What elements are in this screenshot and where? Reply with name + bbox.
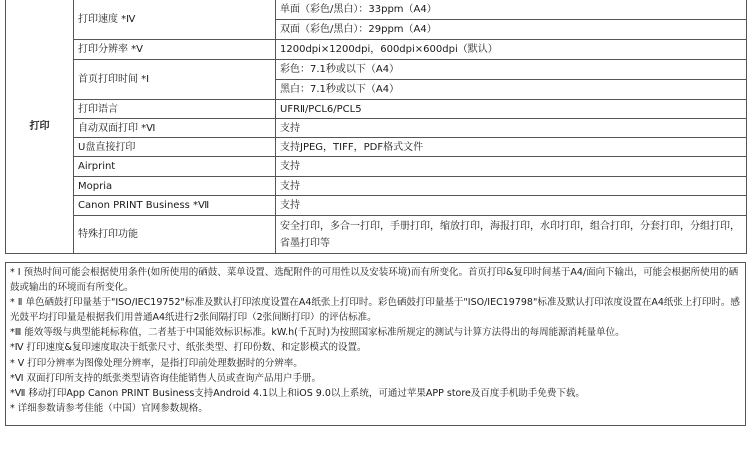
footnote-1: * Ⅰ 预热时间可能会根据使用条件(如所使用的硒鼓、菜单设置、选配附件的可用性以及安装环境)而有所变化。首页打印&复印时间基于A4/面向下输出，可能会根据所使用的硒鼓或输出的环境而有所变化。 [10, 267, 739, 294]
spec-value-resolution: 1200dpi×1200dpi，600dpi×600dpi（默认） [276, 40, 747, 60]
spec-value-print-language: UFRⅡ/PCL6/PCL5 [276, 100, 747, 119]
spec-value-canon-print-business: 支持 [276, 196, 747, 216]
spec-label-special-functions: 特殊打印功能 [74, 216, 276, 254]
spec-row-canon-print-business [6, 196, 747, 216]
spec-label-usb-print: U盘直接打印 [74, 138, 276, 157]
spec-label-print-language: 打印语言 [74, 100, 276, 119]
print-spec-table [5, 0, 747, 254]
category-print: 打印 [6, 0, 74, 254]
footnote-8: * 详细参数请参考佳能（中国）官网参数规格。 [10, 402, 208, 414]
footnote-3: *Ⅲ 能效等级与典型能耗标称值，二者基于中国能效标识标准。kW.h(千瓦时)为按照国家标准所规定的测试与计算方法得出的每周能源消耗量单位。 [10, 327, 625, 339]
spec-value-print-speed-single: 单面（彩色/黑白）：33ppm（A4） [280, 4, 437, 15]
spec-label-resolution: 打印分辨率 *Ⅴ [74, 40, 276, 60]
footnote-5: * Ⅴ 打印分辨率为图像处理分辨率，是指打印前处理数据时的分辨率。 [10, 357, 303, 369]
spec-label-airprint: Airprint [74, 157, 276, 177]
spec-row-mopria [6, 177, 747, 196]
spec-label-canon-print-business: Canon PRINT Business *Ⅶ [74, 196, 276, 216]
footnote-4: *Ⅳ 打印速度&复印速度取决于纸张尺寸、纸张类型、打印份数、和定影模式的设置。 [10, 342, 367, 354]
spec-row-print-speed [6, 0, 747, 40]
spec-value-print-speed [276, 0, 747, 40]
footnote-7: *Ⅶ 移动打印App Canon PRINT Business支持Android 4.1以上和iOS 9.0以上系统，可通过苹果APP store及百度手机助手免费下载。 [10, 387, 585, 399]
spec-value-usb-print: 支持JPEG，TIFF，PDF格式文件 [276, 138, 747, 157]
spec-label-auto-duplex: 自动双面打印 *Ⅵ [74, 119, 276, 138]
spec-row-airprint [6, 157, 747, 177]
spec-value-first-print-mono: 黑白：7.1秒或以下（A4） [276, 79, 746, 99]
spec-value-airprint: 支持 [276, 157, 747, 177]
footnote-2: * Ⅱ 单色硒鼓打印量基于"ISO/IEC19752"标准及默认打印浓度设置在A4纸张上打印时。彩色硒鼓打印量基于"ISO/IEC19798"标准及默认打印浓度设置在A4纸张上打印时。感光鼓平均打印量是根据我们用普通A4纸进行2张间隔打印（2张间断打印）的评估标准。 [10, 297, 740, 324]
spec-label-print-speed: 打印速度 *Ⅳ [74, 0, 276, 40]
spec-row-usb-print [6, 138, 747, 157]
spec-value-first-print-time [276, 60, 747, 100]
spec-row-print-language [6, 100, 747, 119]
spec-value-print-speed-duplex: 双面（彩色/黑白）：29ppm（A4） [276, 19, 746, 39]
footnote-6: *Ⅵ 双面打印所支持的纸张类型请咨询佳能销售人员或查询产品用户手册。 [10, 372, 322, 384]
spec-label-first-print-time: 首页打印时间 *Ⅰ [74, 60, 276, 100]
spec-value-first-print-color: 彩色：7.1秒或以下（A4） [280, 64, 400, 75]
spec-row-special-functions [6, 216, 747, 254]
spec-row-first-print-time [6, 60, 747, 100]
spec-value-auto-duplex: 支持 [276, 119, 747, 138]
spec-row-resolution [6, 40, 747, 60]
spec-label-mopria: Mopria [74, 177, 276, 196]
footnotes-box [5, 262, 746, 426]
spec-value-special-functions: 安全打印，多合一打印，手册打印，缩放打印，海报打印，水印打印，组合打印，分套打印，分组打印，省墨打印等 [276, 216, 747, 254]
spec-row-auto-duplex [6, 119, 747, 138]
spec-value-mopria: 支持 [276, 177, 747, 196]
